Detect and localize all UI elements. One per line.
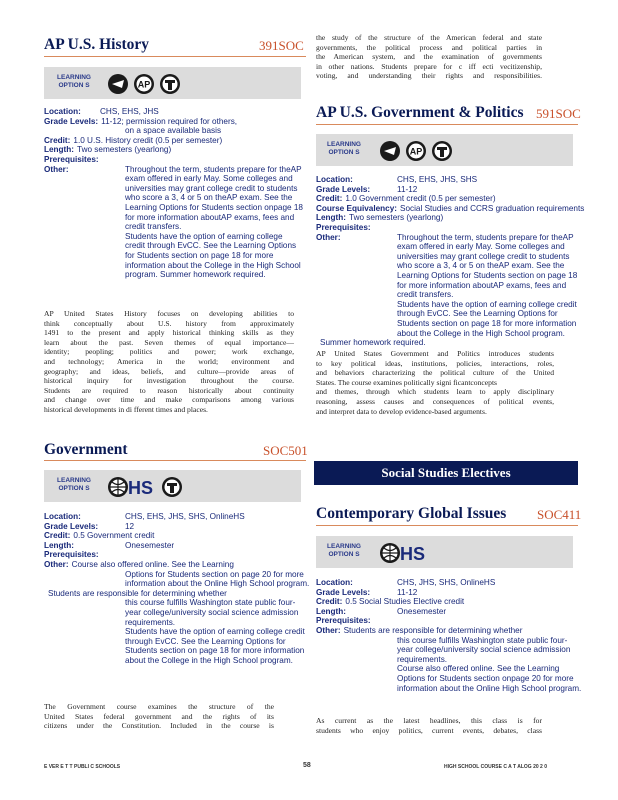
college-credit-icon <box>160 74 180 94</box>
prereq-label: Prerequisites: <box>44 155 99 164</box>
government-other <box>125 570 309 589</box>
government-learning-options <box>44 470 301 502</box>
other-line: requirements. <box>125 617 176 627</box>
other-line: for Students section on page 18 for more <box>125 250 274 260</box>
credit-label: Credit: <box>44 135 71 145</box>
government-rule <box>44 460 306 461</box>
other-line: information about the Online High School program. <box>397 683 582 693</box>
apush-rule <box>44 56 306 57</box>
desc-line: identity; peopling; politics and power; work exchange, <box>44 347 294 357</box>
other-line: this course fulfills Washington state public four- <box>397 635 568 645</box>
footer-right: HIGH SCHOOL COURSE C A T ALOG 20 2 0 <box>444 764 547 770</box>
other-line: Options for Students section on page 20 for more <box>125 569 304 579</box>
prereq-label: Prerequisites: <box>44 550 99 560</box>
other-line: for more information aboutAP exams, fees and <box>397 280 567 290</box>
ap-icon <box>134 74 154 94</box>
apush-description <box>44 309 294 415</box>
footer-left: E VER E T T PUBLI C SCHOOLS <box>44 764 121 770</box>
other-line: Options for Students section onpage 20 for more <box>397 673 574 683</box>
global-learning-options <box>316 536 573 568</box>
other-line: year college/university social science admission <box>125 607 299 617</box>
other-label: Other: <box>44 560 69 569</box>
other-line: Throughout the term, students prepare for theAP <box>397 232 574 242</box>
other-line: information about the College in the High School <box>125 260 301 270</box>
apgov-description <box>316 349 554 416</box>
grade-label: Grade Levels: <box>316 587 371 597</box>
other-line: credit transfers. <box>125 222 182 232</box>
government-length: Onesemester <box>125 540 175 550</box>
global-length: Onesemester <box>397 606 447 616</box>
options-label: OPTION S <box>58 485 90 492</box>
desc-line: The Government course examines the structure of the <box>44 702 274 711</box>
location-label: Location: <box>44 107 81 116</box>
desc-line: 1491 to the present and apply historical thinking skills as they <box>44 328 294 338</box>
options-label: OPTION S <box>58 82 90 89</box>
desc-line: reasoning, assess causes and consequences of political events, <box>316 396 554 406</box>
apgov-learning-options <box>316 134 573 166</box>
desc-line: historical inquiry for investigation throughout the course. <box>44 376 294 386</box>
svg-text:AP: AP <box>137 79 151 90</box>
ap-badge-icon <box>380 141 400 161</box>
global-credit: 0.5 Social Studies Elective credit <box>345 597 465 607</box>
other-line: credit transfers. <box>397 290 454 300</box>
global-description <box>316 716 542 735</box>
grade-label: Grade Levels: <box>316 184 371 194</box>
apgov-credit: 1.0 Government credit (0.5 per semester) <box>345 194 496 204</box>
apush-grade-2: on a space available basis <box>125 126 222 136</box>
apush-other <box>125 165 303 280</box>
other-line: who score a 3, 4 or 5 on theAP exam. See the <box>397 261 565 271</box>
length-label: Length: <box>44 145 75 155</box>
other-line: about the College in the High School program. <box>125 655 293 665</box>
global-icons <box>378 541 434 565</box>
apgov-top-continuation <box>316 33 542 81</box>
location-label: Location: <box>316 175 353 184</box>
apgov-length: Two semesters (yearlong) <box>349 213 444 223</box>
government-title: Government <box>44 441 128 458</box>
government-icons <box>106 475 186 499</box>
prereq-label: Prerequisites: <box>316 223 371 232</box>
grade-label: Grade Levels: <box>44 116 99 126</box>
other-label: Other: <box>44 164 69 174</box>
government-code: SOC501 <box>263 443 308 458</box>
learning-label: LEARNING <box>57 74 91 81</box>
desc-line: AP United States Government and Politics introduces students <box>316 349 554 358</box>
other-line: information about the Online High School program. <box>125 579 310 589</box>
desc-line: and change over time and make comparisons among various <box>44 395 294 405</box>
global-code: SOC411 <box>537 507 582 522</box>
desc-line: the study of the structure of the American federal and state <box>316 33 542 42</box>
desc-line: and interpret data to develop evidence-based arguments. <box>316 406 487 416</box>
global-other <box>397 636 581 694</box>
other-line: exam offered in early May. Some colleges and <box>125 174 293 184</box>
desc-line: to key political ideas, institutions, policies, interactions, roles, <box>316 358 554 368</box>
desc-line: the American system, and the examination of governments <box>316 52 542 62</box>
apush-location: CHS, EHS, JHS <box>100 107 159 116</box>
grade-label: Grade Levels: <box>44 521 99 531</box>
apgov-other <box>397 233 577 339</box>
other-line: Students have the option of earning college credit <box>397 299 577 309</box>
hs-text: HS <box>400 544 426 564</box>
svg-text:AP: AP <box>409 146 423 157</box>
credit-label: Credit: <box>316 194 343 204</box>
government-location: CHS, EHS, JHS, SHS, OnlineHS <box>125 512 245 521</box>
apush-length: Two semesters (yearlong) <box>77 145 172 155</box>
other-line: Course also offered online. See the Learning <box>397 664 560 674</box>
other-line: Students section on page 18 for more information <box>125 646 305 656</box>
other-line: universities may grant college credit to students <box>397 251 570 261</box>
desc-line: learn about the past. Seven themes of equal importance— <box>44 337 294 347</box>
global-grade: 11-12 <box>397 587 418 597</box>
other-line: through EvCC. See the Learning Options for <box>125 636 286 646</box>
apush-grade: 11-12; permission required for others, <box>101 116 238 126</box>
apgov-location: CHS, EHS, JHS, SHS <box>397 175 478 184</box>
other-line: exam offered in early May. Some colleges and <box>397 242 565 252</box>
global-other-first: Students are responsible for determining whether <box>343 626 523 635</box>
prereq-label: Prerequisites: <box>316 616 371 626</box>
location-label: Location: <box>44 512 81 521</box>
government-other-2 <box>125 598 305 665</box>
section-banner: Social Studies Electives <box>314 461 578 485</box>
desc-line: voting, and understanding their rights and responsibilities. <box>316 71 542 81</box>
location-label: Location: <box>316 578 353 587</box>
desc-line: historical developments in di fferent times and places. <box>44 404 208 414</box>
options-label: OPTION S <box>328 149 360 156</box>
other-label: Other: <box>316 626 341 635</box>
credit-label: Credit: <box>44 531 71 541</box>
apush-title: AP U.S. History <box>44 36 150 53</box>
ap-icon <box>406 141 426 161</box>
desc-line: and themes, through which students learn to apply disciplinary <box>316 387 554 397</box>
desc-line: governments, the political process and political parties in <box>316 42 542 52</box>
college-credit-icon <box>162 477 182 497</box>
equivalency-label: Course Equivalency: <box>316 203 397 213</box>
other-line: credit through EvCC. See the Learning Options <box>125 241 297 251</box>
length-label: Length: <box>44 540 75 550</box>
government-other-resp: Students are responsible for determining whether <box>48 588 227 598</box>
government-other-first: Course also offered online. See the Learning <box>71 560 234 569</box>
length-label: Length: <box>316 213 347 223</box>
apgov-equivalency: Social Studies and CCRS graduation requirements <box>400 203 585 213</box>
desc-line: AP United States History focuses on developing abilities to <box>44 309 294 318</box>
page-number: 58 <box>303 762 311 769</box>
other-line: Students section on page 18 for more information <box>397 318 577 328</box>
apush-learning-options <box>44 67 301 99</box>
ap-icons <box>106 72 184 96</box>
apgov-summer: Summer homework required. <box>320 338 426 348</box>
other-line: who score a 3, 4 or 5 on theAP exam. See the <box>125 193 293 203</box>
hs-icon <box>380 543 400 563</box>
apgov-grade: 11-12 <box>397 184 418 194</box>
other-line: through EvCC. See the Learning Options for <box>397 309 558 319</box>
other-line: year college/university social science admission <box>397 645 571 655</box>
apgov-title: AP U.S. Government & Politics <box>316 104 524 121</box>
other-label: Other: <box>316 232 341 242</box>
length-label: Length: <box>316 606 347 616</box>
government-grade: 12 <box>125 521 135 531</box>
learning-label: LEARNING <box>327 141 361 148</box>
apgov-rule <box>316 124 578 125</box>
learning-label: LEARNING <box>57 477 91 484</box>
government-credit: 0.5 Government credit <box>73 531 155 541</box>
desc-line: geography; and ideas, beliefs, and culture—provide areas of <box>44 366 294 376</box>
desc-line: and behaviors characterizing the political culture of the United <box>316 368 554 378</box>
desc-line: and technology; America in the world; environment and <box>44 356 294 366</box>
apush-credit: 1.0 U.S. History credit (0.5 per semester) <box>73 135 223 145</box>
options-label: OPTION S <box>328 551 360 558</box>
apgov-code: 591SOC <box>536 106 581 121</box>
other-line: this course fulfills Washington state public four- <box>125 598 296 608</box>
desc-line: in other nations. Students prepare for c iff ecti vecitizenship, <box>316 61 542 71</box>
desc-line: students who enjoy politics, current events, debates, class <box>316 725 542 735</box>
hs-text: HS <box>128 478 154 498</box>
global-title: Contemporary Global Issues <box>316 505 507 522</box>
other-line: universities may grant college credit to students <box>125 183 298 193</box>
desc-line: United States federal government and the rights of its <box>44 711 274 721</box>
other-line: about the College in the High School program. <box>397 328 565 338</box>
ap-badge-icon <box>108 74 128 94</box>
other-line: Students have the option of earning college credit <box>125 627 305 637</box>
desc-line: Students are required to reason historically about continuity <box>44 385 294 395</box>
other-line: program. Summer homework required. <box>125 270 266 280</box>
government-description <box>44 702 274 731</box>
desc-line: States. The course examines politically signi ficantconcepts <box>316 377 498 387</box>
other-line: Students have the option of earning college <box>125 231 283 241</box>
credit-label: Credit: <box>316 597 343 607</box>
other-line: requirements. <box>397 654 448 664</box>
global-rule <box>316 525 578 526</box>
learning-label: LEARNING <box>327 543 361 550</box>
other-line: Learning Options for Students section onpage 18 <box>125 202 303 212</box>
apush-code: 391SOC <box>259 38 304 53</box>
other-line: for more information aboutAP exams, fees and <box>125 212 295 222</box>
desc-line: As current as the latest headlines, this class is for <box>316 716 542 725</box>
other-line: Throughout the term, students prepare for theAP <box>125 164 302 174</box>
apgov-icons <box>378 139 456 163</box>
desc-line: citizens under the Constitution. Included in the course is <box>44 721 274 731</box>
desc-line: think conceptually about U.S. history from approximately <box>44 318 294 328</box>
global-location: CHS, JHS, SHS, OnlineHS <box>397 578 496 587</box>
hs-icon <box>108 477 128 497</box>
other-line: Learning Options for Students section on page 18 <box>397 270 578 280</box>
college-credit-icon <box>432 141 452 161</box>
